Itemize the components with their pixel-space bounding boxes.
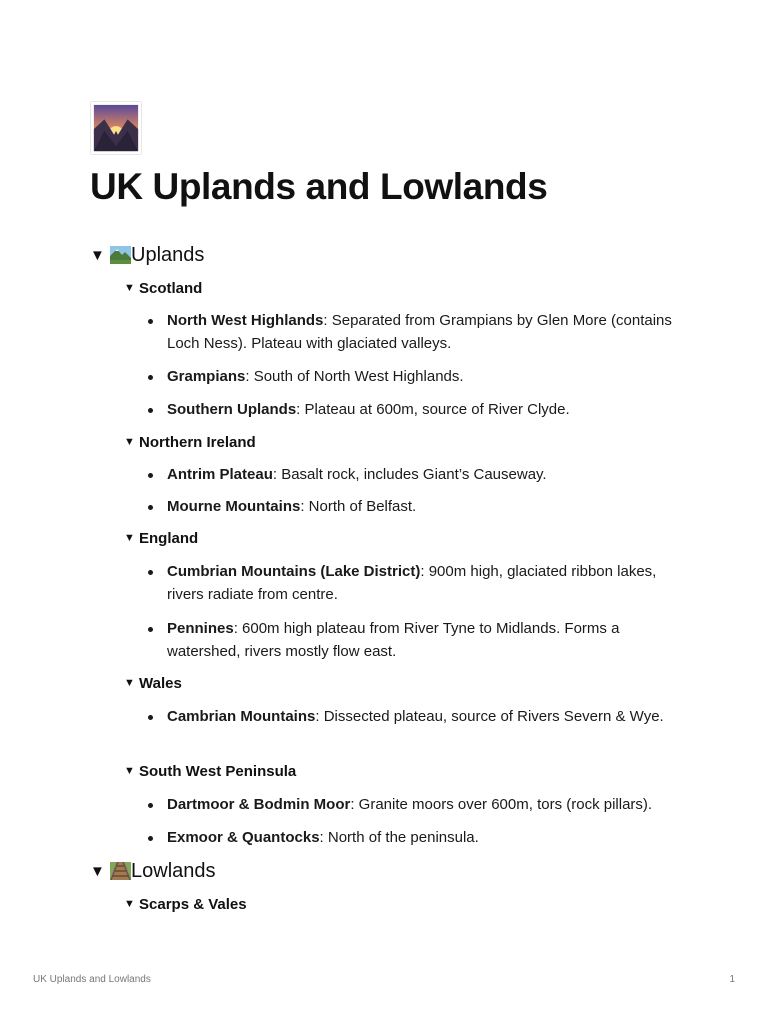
list-item xyxy=(148,705,688,728)
list-item xyxy=(148,463,688,486)
list-item xyxy=(148,309,688,355)
heading-england-label: England xyxy=(139,529,199,547)
list-item xyxy=(148,826,688,849)
toggle-heading-scotland[interactable] xyxy=(124,277,202,299)
toggle-heading-lowlands[interactable] xyxy=(90,856,216,886)
item-separator: : xyxy=(350,796,355,813)
heading-wales-label: Wales xyxy=(139,674,182,692)
bullet-icon xyxy=(148,319,153,324)
bullet-icon xyxy=(148,375,153,380)
item-term: Cambrian Mountains xyxy=(167,708,316,725)
item-description: Separated from Grampians by Glen More (contains Loch Ness). Plateau with glaciated valleys. xyxy=(167,312,672,352)
item-term: Mourne Mountains xyxy=(167,498,301,515)
toggle-triangle-icon[interactable]: ▼ xyxy=(90,862,105,880)
toggle-heading-scarps-vales[interactable] xyxy=(124,893,247,915)
list-item xyxy=(148,398,688,421)
list-item xyxy=(148,617,688,663)
toggle-heading-uplands[interactable] xyxy=(90,240,204,270)
toggle-heading-northern-ireland[interactable] xyxy=(124,431,256,453)
item-term: Dartmoor & Bodmin Moor xyxy=(167,796,351,813)
bullet-icon xyxy=(148,627,153,632)
item-description: South of North West Highlands. xyxy=(249,368,464,385)
bullet-icon xyxy=(148,570,153,575)
item-term: Exmoor & Quantocks xyxy=(167,829,320,846)
page-number: 1 xyxy=(729,974,735,985)
item-separator: : xyxy=(296,401,301,418)
toggle-triangle-icon[interactable]: ▼ xyxy=(124,436,135,448)
item-separator: : xyxy=(245,368,250,385)
item-description: North of the peninsula. xyxy=(323,829,479,846)
item-description: 600m high plateau from River Tyne to Midlands. Forms a watershed, rivers mostly flow east. xyxy=(167,620,620,660)
item-term: Pennines xyxy=(167,620,234,637)
footer-title: UK Uplands and Lowlands xyxy=(33,974,151,985)
heading-northern-ireland-label: Northern Ireland xyxy=(139,433,256,451)
item-description: Dissected plateau, source of Rivers Severn & Wye. xyxy=(319,708,664,725)
bullet-icon xyxy=(148,473,153,478)
item-separator: : xyxy=(319,829,324,846)
item-separator: : xyxy=(272,466,278,483)
toggle-triangle-icon[interactable]: ▼ xyxy=(124,765,135,777)
list-item xyxy=(148,365,688,388)
bullet-icon xyxy=(148,408,153,413)
page-title: UK Uplands and Lowlands xyxy=(90,166,548,207)
item-separator: : xyxy=(315,708,320,725)
heading-lowlands-label: Lowlands xyxy=(131,859,216,882)
item-term: Grampians xyxy=(167,368,246,385)
item-description: North of Belfast. xyxy=(304,498,417,515)
heading-scotland-label: Scotland xyxy=(139,279,203,297)
toggle-triangle-icon[interactable]: ▼ xyxy=(124,282,135,294)
item-description: Basalt rock, includes Giant’s Causeway. xyxy=(277,466,547,483)
bullet-icon xyxy=(148,715,153,720)
heading-south-west-label: South West Peninsula xyxy=(139,762,297,780)
bullet-icon xyxy=(148,836,153,841)
item-description: 900m high, glaciated ribbon lakes, rivers radiate from centre. xyxy=(167,563,657,603)
railway-track-icon xyxy=(110,862,131,880)
item-term: Cumbrian Mountains (Lake District) xyxy=(167,563,421,580)
item-separator: : xyxy=(420,563,425,580)
item-description: Plateau at 600m, source of River Clyde. xyxy=(300,401,570,418)
list-item xyxy=(148,560,688,606)
toggle-heading-wales[interactable] xyxy=(124,672,182,694)
list-item xyxy=(148,793,688,816)
toggle-triangle-icon[interactable]: ▼ xyxy=(124,898,135,910)
item-term: Antrim Plateau xyxy=(167,466,273,483)
heading-uplands-label: Uplands xyxy=(131,243,205,266)
mountain-landscape-icon xyxy=(110,246,131,264)
item-separator: : xyxy=(300,498,305,515)
toggle-triangle-icon[interactable]: ▼ xyxy=(124,677,135,689)
heading-scarps-vales-label: Scarps & Vales xyxy=(139,895,247,913)
toggle-heading-england[interactable] xyxy=(124,527,198,549)
item-term: Southern Uplands xyxy=(167,401,297,418)
toggle-triangle-icon[interactable]: ▼ xyxy=(124,532,135,544)
item-description: Granite moors over 600m, tors (rock pillars). xyxy=(354,796,653,813)
bullet-icon xyxy=(148,803,153,808)
list-item xyxy=(148,495,688,518)
item-separator: : xyxy=(233,620,238,637)
toggle-heading-south-west-peninsula[interactable] xyxy=(124,760,296,782)
item-separator: : xyxy=(323,312,328,329)
mountain-sunrise-icon xyxy=(90,101,142,155)
bullet-icon xyxy=(148,505,153,510)
item-term: North West Highlands xyxy=(167,312,324,329)
toggle-triangle-icon[interactable]: ▼ xyxy=(90,246,105,264)
